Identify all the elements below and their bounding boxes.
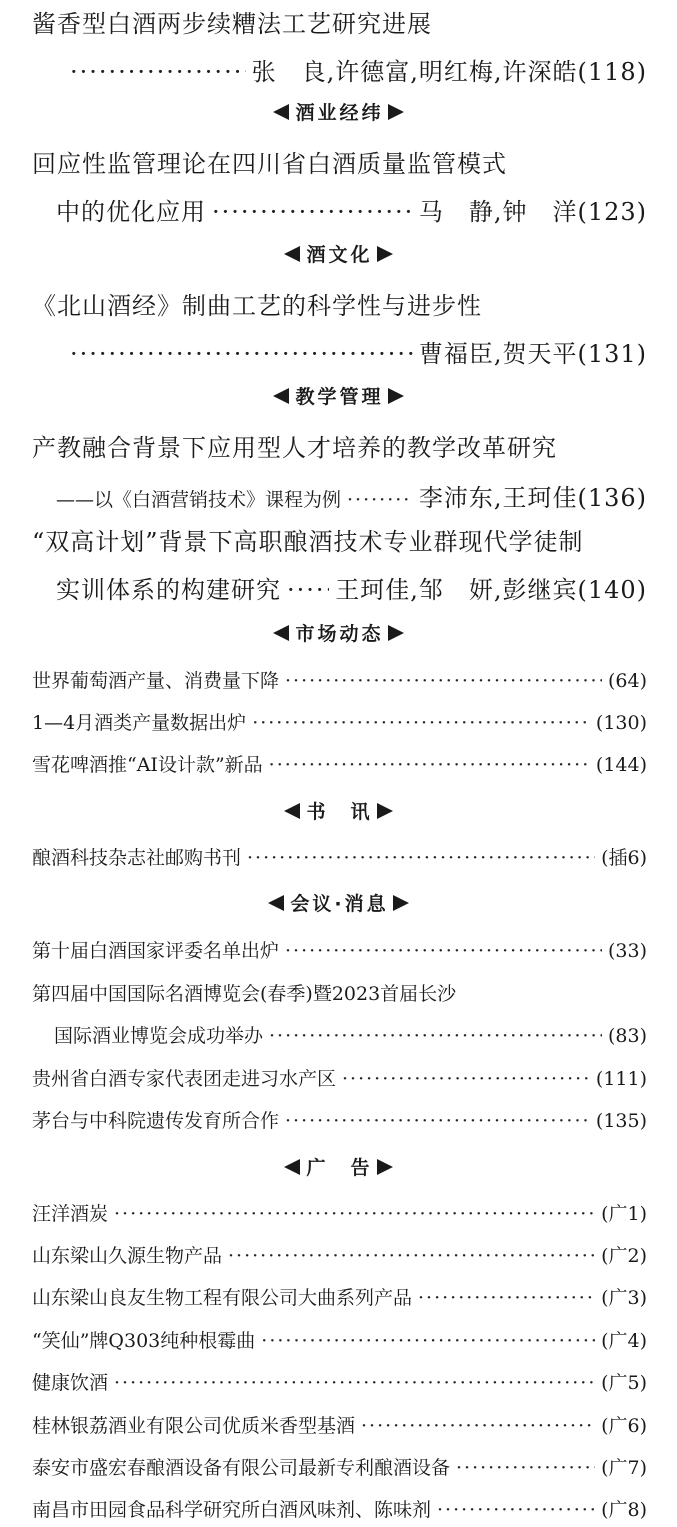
leader-dots <box>285 1110 590 1132</box>
leader-dots <box>261 1330 595 1352</box>
item-title: 国际酒业博览会成功举办 <box>54 1025 264 1047</box>
section-header <box>0 98 677 125</box>
item-title: 酿酒科技杂志社邮购书刊 <box>32 847 242 869</box>
leader-dots <box>285 940 602 962</box>
article-subtitle: ——以《白酒营销技术》课程为例 <box>56 489 342 511</box>
item-page: (130) <box>595 712 647 734</box>
leader-dots <box>114 1372 595 1394</box>
list-item <box>32 843 647 870</box>
list-item <box>32 708 647 735</box>
item-title: 汪洋酒炭 <box>32 1203 109 1225</box>
leader-dots <box>437 1499 595 1521</box>
leader-dots <box>287 576 329 604</box>
item-title: 贵州省白酒专家代表团走进习水产区 <box>32 1068 337 1090</box>
leader-dots <box>342 1068 590 1090</box>
list-item <box>32 1199 647 1226</box>
list-item <box>32 1106 647 1133</box>
list-item <box>32 936 647 963</box>
section-title: 会议·消息 <box>290 893 389 915</box>
item-page: (广7) <box>601 1457 647 1479</box>
leader-dots <box>361 1415 595 1437</box>
article-title: 《北山酒经》制曲工艺的科学性与进步性 <box>32 292 482 320</box>
section-title: 教学管理 <box>295 386 384 408</box>
item-page: (广5) <box>601 1372 647 1394</box>
leader-dots <box>285 670 602 692</box>
item-page: (64) <box>607 670 647 692</box>
list-item <box>32 1368 647 1395</box>
triangle-right-icon <box>393 895 409 911</box>
leader-dots <box>252 712 590 734</box>
item-page: (广1) <box>601 1203 647 1225</box>
section-header <box>0 1153 677 1180</box>
triangle-right-icon <box>377 246 393 262</box>
list-item <box>32 1064 647 1091</box>
item-page: (33) <box>607 940 647 962</box>
triangle-left-icon <box>273 388 289 404</box>
leader-dots <box>269 1025 602 1047</box>
article-authors: 曹福臣,贺天平(131) <box>418 340 647 368</box>
leader-dots <box>228 1245 595 1267</box>
leader-dots <box>70 58 246 86</box>
item-page: (广8) <box>601 1499 647 1521</box>
item-title: 世界葡萄酒产量、消费量下降 <box>32 670 280 692</box>
section-header <box>0 240 677 267</box>
section-title: 书 讯 <box>306 801 373 823</box>
triangle-left-icon <box>273 625 289 641</box>
article-author-line <box>56 192 647 227</box>
section-header <box>0 382 677 409</box>
triangle-left-icon <box>273 104 289 120</box>
article-title: 产教融合背景下应用型人才培养的教学改革研究 <box>32 434 557 462</box>
article-title: 中的优化应用 <box>56 198 206 226</box>
item-title: 健康饮酒 <box>32 1372 109 1394</box>
triangle-right-icon <box>388 104 404 120</box>
list-item <box>32 1453 647 1480</box>
triangle-right-icon <box>377 803 393 819</box>
leader-dots <box>347 489 413 511</box>
article-title: 酱香型白酒两步续糟法工艺研究进展 <box>32 10 432 38</box>
triangle-left-icon <box>268 895 284 911</box>
leader-dots <box>418 1287 595 1309</box>
list-item <box>32 1241 647 1268</box>
triangle-right-icon <box>388 388 404 404</box>
article-title: 回应性监管理论在四川省白酒质量监管模式 <box>32 150 507 178</box>
item-title: 泰安市盛宏春酿酒设备有限公司最新专利酿酒设备 <box>32 1457 451 1479</box>
list-item <box>32 666 647 693</box>
triangle-right-icon <box>377 1159 393 1175</box>
article-author-line <box>70 334 647 369</box>
article-authors: 王珂佳,邹 妍,彭继宾(140) <box>335 576 647 604</box>
section-header <box>0 889 677 916</box>
triangle-left-icon <box>284 1159 300 1175</box>
item-page: (83) <box>607 1025 647 1047</box>
section-title: 酒业经纬 <box>295 102 384 124</box>
item-title: 第四届中国国际名酒博览会(春季)暨2023首届长沙 <box>32 983 457 1005</box>
list-item <box>32 1326 647 1353</box>
leader-dots <box>70 340 413 368</box>
item-title: 雪花啤酒推“AI设计款”新品 <box>32 754 263 776</box>
article-authors: 张 良,许德富,明红梅,许深皓(118) <box>251 58 647 86</box>
item-title: 山东梁山良友生物工程有限公司大曲系列产品 <box>32 1287 413 1309</box>
item-page: (广6) <box>601 1415 647 1437</box>
item-title: 1—4月酒类产量数据出炉 <box>32 712 247 734</box>
triangle-left-icon <box>284 803 300 819</box>
item-title: 桂林银荔酒业有限公司优质米香型基酒 <box>32 1415 356 1437</box>
list-item <box>32 1495 647 1522</box>
item-page: (广3) <box>601 1287 647 1309</box>
section-title: 广 告 <box>306 1157 373 1179</box>
item-title: “笑仙”牌Q303纯种根霉曲 <box>32 1330 256 1352</box>
article-author-line <box>56 478 647 513</box>
article-author-line <box>56 570 647 605</box>
article-authors: 马 静,钟 洋(123) <box>418 198 647 226</box>
leader-dots <box>114 1203 595 1225</box>
leader-dots <box>247 847 595 869</box>
article-title: “双高计划”背景下高职酿酒技术专业群现代学徒制 <box>32 528 584 556</box>
item-page: (111) <box>595 1068 647 1090</box>
item-page: (135) <box>595 1110 647 1132</box>
leader-dots <box>212 198 413 226</box>
article-title: 实训体系的构建研究 <box>56 576 281 604</box>
item-title: 山东梁山久源生物产品 <box>32 1245 223 1267</box>
list-item <box>32 1283 647 1310</box>
item-page: (广2) <box>601 1245 647 1267</box>
item-title: 南昌市田园食品科学研究所白酒风味剂、陈味剂 <box>32 1499 432 1521</box>
section-header <box>0 797 677 824</box>
section-title: 酒文化 <box>306 244 373 266</box>
article-authors: 李沛东,王珂佳(136) <box>418 484 647 512</box>
article-author-line <box>70 52 647 87</box>
item-title: 第十届白酒国家评委名单出炉 <box>32 940 280 962</box>
section-header <box>0 619 677 646</box>
leader-dots <box>456 1457 595 1479</box>
triangle-right-icon <box>388 625 404 641</box>
item-page: (144) <box>595 754 647 776</box>
item-page: (广4) <box>601 1330 647 1352</box>
list-item <box>54 1021 647 1048</box>
triangle-left-icon <box>284 246 300 262</box>
list-item <box>32 1411 647 1438</box>
list-item <box>32 750 647 777</box>
item-title: 茅台与中科院遗传发育所合作 <box>32 1110 280 1132</box>
item-page: (插6) <box>601 847 647 869</box>
section-title: 市场动态 <box>295 623 384 645</box>
leader-dots <box>269 754 590 776</box>
